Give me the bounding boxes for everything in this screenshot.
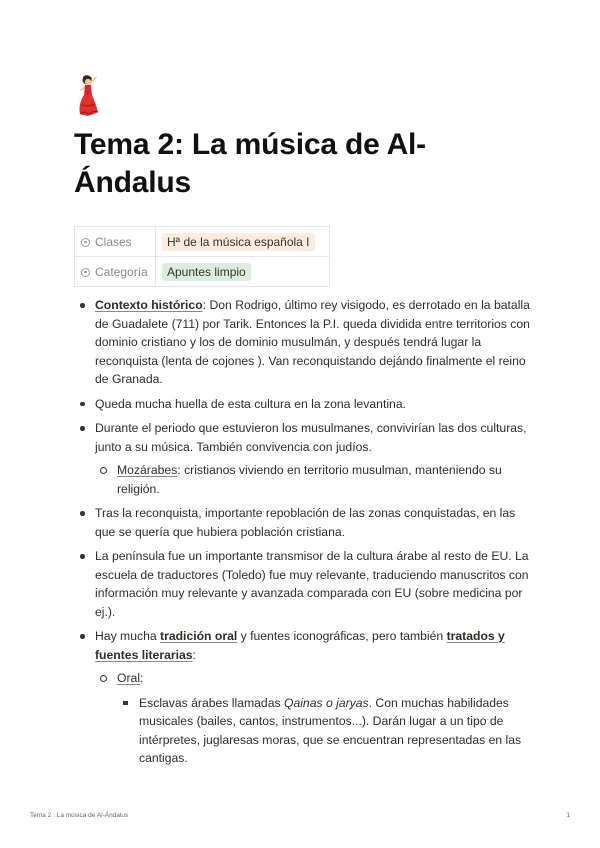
list-item-text: Durante el periodo que estuvieron los musulmanes, convivirían las dos culturas, junto a su música. También convivencia con judíos. bbox=[95, 421, 527, 454]
term-oral: Oral bbox=[117, 671, 141, 685]
list-item-text: : Don Rodrigo, último rey visigodo, es derrotado en la batalla de Guadalete (711) por Tarik. Entonces la P.I. queda dividida entre territorios con dominio cristiano y los de dominio musulmán, y después tendrá lugar la reconquista (lenta de cojones ). Van reconquistando dejándo finalmente el reino de Granada. bbox=[95, 298, 530, 386]
list-item bbox=[78, 395, 530, 414]
sub-list bbox=[95, 461, 530, 498]
property-key-cell bbox=[75, 257, 156, 287]
property-key-cell bbox=[75, 227, 156, 257]
list-item bbox=[78, 627, 530, 768]
list-item-text: Esclavas árabes llamadas bbox=[139, 695, 284, 710]
list-item-text: y fuentes iconográficas, pero también bbox=[237, 629, 447, 643]
list-item-text: Queda mucha huella de esta cultura en la zona levantina. bbox=[95, 396, 406, 411]
bullet-list bbox=[78, 296, 530, 768]
sub-sub-list-item bbox=[117, 694, 530, 768]
term-tradicion-oral: tradición oral bbox=[160, 629, 238, 643]
list-item-text: Tras la reconquista, importante repoblación de las zonas conquistadas, en las que se quería que hubiera población cristiana. bbox=[95, 506, 516, 539]
sub-list-item bbox=[95, 461, 530, 498]
term-mozarabes: Mozárabes bbox=[117, 463, 178, 477]
sub-sub-list bbox=[117, 694, 530, 768]
list-item-text: : bbox=[192, 647, 196, 662]
property-value-cell[interactable] bbox=[156, 227, 330, 257]
page-number: 1 bbox=[566, 812, 570, 819]
select-property-icon bbox=[81, 238, 90, 247]
page-title: Tema 2: La música de Al-Ándalus bbox=[74, 128, 426, 199]
property-row-categoria[interactable] bbox=[75, 257, 330, 287]
property-row-clases[interactable] bbox=[75, 227, 330, 257]
list-item-text: : cristianos viviendo en territorio musulman, manteniendo su religión. bbox=[117, 463, 502, 496]
footer-title: Tema 2 : La música de Al-Ándalus bbox=[30, 812, 129, 819]
list-item-text: : bbox=[140, 671, 144, 685]
list-item-text: La península fue un importante transmisor de la cultura árabe al resto de EU. La escuela de traductores (Toledo) fue muy relevante, traduciendo manuscritos con información muy relevante y avanzada comparada con EU (sobre medicina por ej.). bbox=[95, 549, 529, 619]
tag-clases[interactable]: Hª de la música española I bbox=[162, 233, 315, 251]
italic-term-qainas: Qainas o jaryas bbox=[283, 695, 369, 710]
properties-table bbox=[74, 226, 330, 287]
property-key: Categoría bbox=[95, 264, 148, 279]
term-contexto-historico: Contexto histórico bbox=[95, 298, 203, 312]
term-tratados-fuentes: tratados y fuentes literarias bbox=[95, 629, 505, 662]
select-property-icon bbox=[81, 268, 90, 277]
property-value-cell[interactable] bbox=[156, 257, 330, 287]
list-item bbox=[78, 419, 530, 498]
list-item-text: Hay mucha bbox=[95, 629, 161, 643]
list-item-text: . Con muchas habilidades musicales (bailes, cantos, instrumentos...). Darán lugar a un tipo de intérpretes, juglaresas moras, que se encuentran representadas en las cantigas. bbox=[139, 695, 522, 765]
sub-list bbox=[95, 669, 530, 768]
list-item bbox=[78, 296, 530, 389]
property-key: Clases bbox=[95, 234, 132, 249]
list-item bbox=[78, 547, 530, 621]
flamenco-dancer-icon bbox=[74, 74, 104, 118]
sub-list-item bbox=[95, 669, 530, 768]
list-item bbox=[78, 504, 530, 541]
page-content bbox=[78, 296, 530, 774]
tag-categoria[interactable]: Apuntes limpio bbox=[162, 263, 251, 281]
